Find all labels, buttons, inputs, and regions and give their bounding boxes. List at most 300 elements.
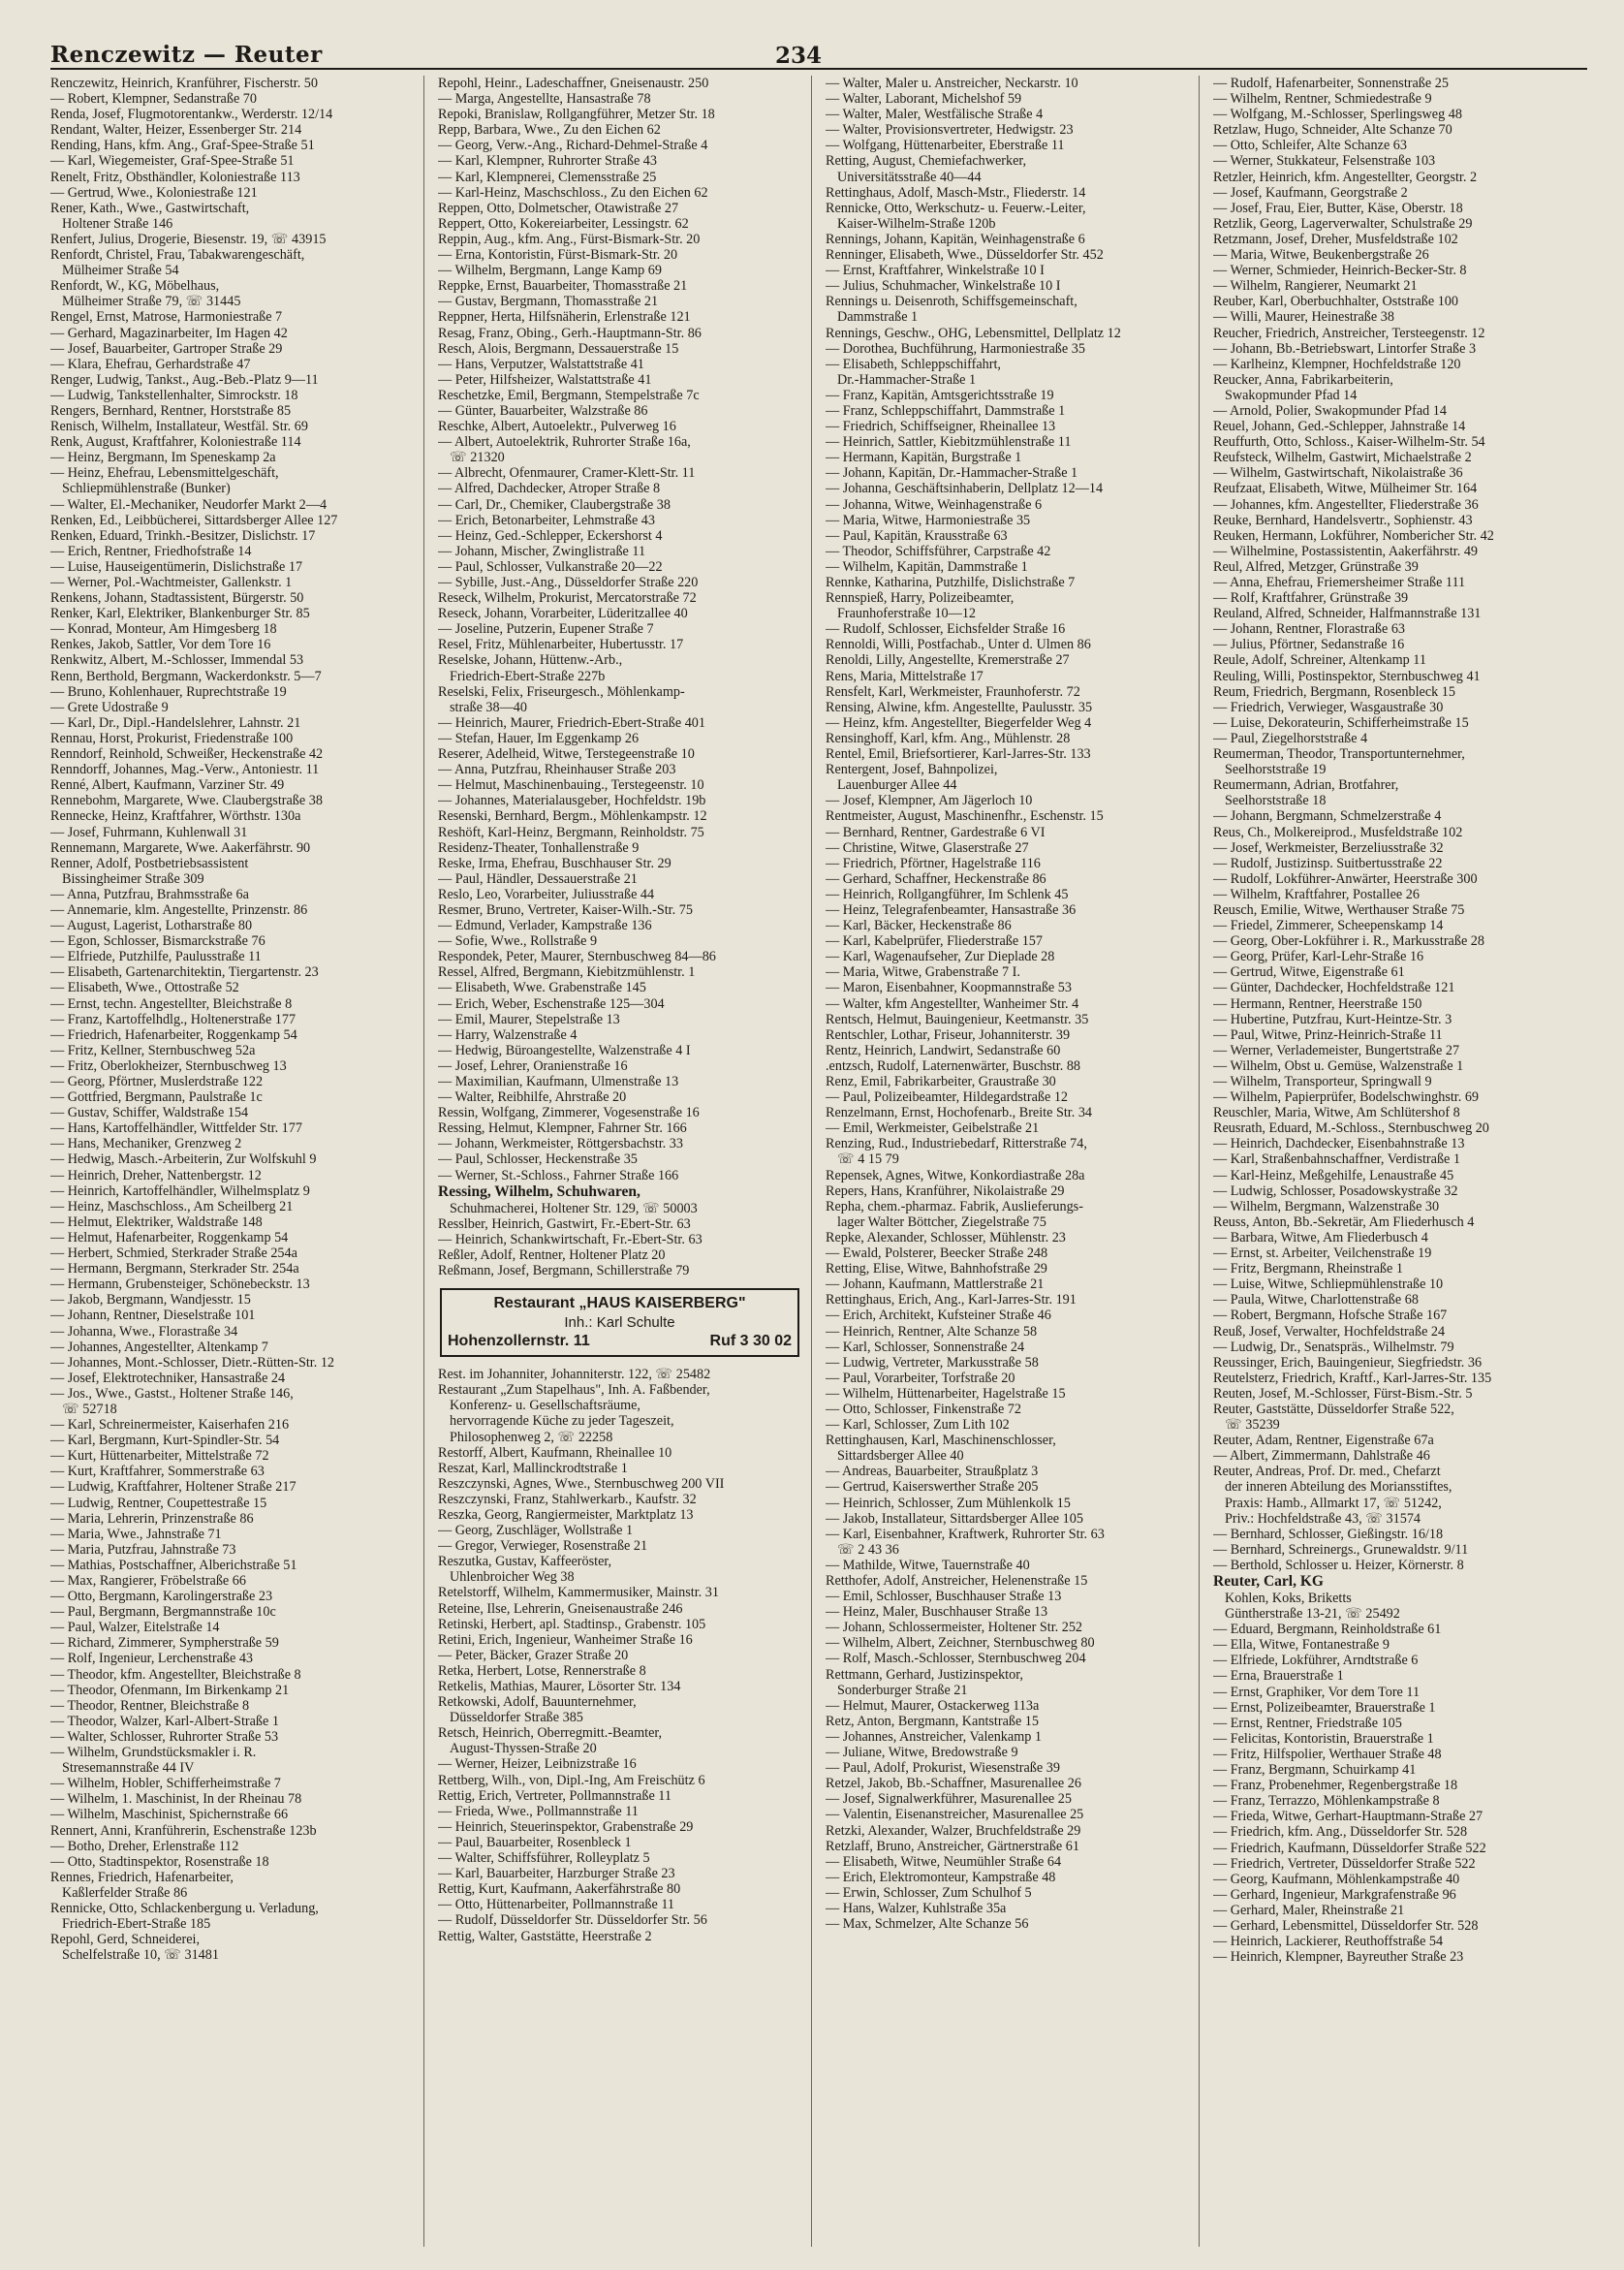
directory-entry: — Johanna, Geschäftsinhaberin, Dellplatz 12—14: [826, 481, 1104, 497]
directory-entry: Rennspieß, Harry, Polizeibeamter,: [826, 590, 1015, 607]
directory-entry: — Stefan, Hauer, Im Eggenkamp 26: [438, 730, 640, 746]
directory-entry: lager Walter Böttcher, Ziegelstraße 75: [837, 1214, 1046, 1230]
directory-entry: Reucher, Friedrich, Anstreicher, Tersteegenstr. 12: [1213, 325, 1485, 341]
directory-entry: Renfordt, Christel, Frau, Tabakwarengeschäft,: [50, 247, 305, 264]
directory-entry: August-Thyssen-Straße 20: [450, 1741, 597, 1757]
directory-entry: Rentmeister, August, Maschinenfhr., Eschenstr. 15: [826, 808, 1104, 825]
directory-entry: Rettig, Kurt, Kaufmann, Aakerfährstraße 80: [438, 1881, 681, 1898]
directory-entry: — Heinz, Maler, Buschhauser Straße 13: [826, 1604, 1048, 1621]
directory-entry: — Ludwig, Tankstellenhalter, Simrockstr. 18: [50, 387, 298, 403]
directory-entry: Retsch, Heinrich, Oberregmitt.-Beamter,: [438, 1725, 663, 1742]
directory-entry: Renelt, Fritz, Obsthändler, Koloniestraße 113: [50, 169, 300, 185]
directory-entry: Rennecke, Heinz, Kraftfahrer, Wörthstr. 130a: [50, 808, 301, 825]
directory-entry: — Paul, Bergmann, Bergmannstraße 10c: [50, 1604, 276, 1621]
directory-entry: Reus, Ch., Molkereiprod., Musfeldstraße 102: [1213, 824, 1463, 840]
directory-entry: Seelhorststraße 19: [1225, 762, 1327, 778]
directory-entry: Fraunhoferstraße 10—12: [837, 606, 977, 622]
directory-entry: — Rolf, Kraftfahrer, Grünstraße 39: [1213, 590, 1409, 607]
directory-entry: — Karl, Schlosser, Zum Lith 102: [826, 1417, 1010, 1434]
directory-entry: — Rudolf, Schlosser, Eichsfelder Straße 16: [826, 621, 1066, 638]
directory-entry: — Klara, Ehefrau, Gerhardstraße 47: [50, 356, 251, 372]
directory-entry: Renczewitz, Heinrich, Kranführer, Fischerstr. 50: [50, 76, 318, 91]
directory-entry: Renkens, Johann, Stadtassistent, Bürgerstr. 50: [50, 590, 304, 607]
directory-entry: Rensing, Alwine, kfm. Angestellte, Paulusstr. 35: [826, 699, 1093, 715]
directory-entry: Renn, Berthold, Bergmann, Wackerdonkstr. 5—7: [50, 668, 322, 684]
directory-entry: — Maria, Wwe., Jahnstraße 71: [50, 1526, 222, 1542]
directory-entry: — Ernst, st. Arbeiter, Veilchenstraße 19: [1213, 1245, 1432, 1262]
directory-entry: Reszczynski, Franz, Stahlwerkarb., Kaufstr. 32: [438, 1491, 697, 1507]
directory-entry: — Johannes, Anstreicher, Valenkamp 1: [826, 1728, 1042, 1745]
directory-entry: Seelhorststraße 18: [1225, 793, 1327, 809]
directory-entry: — Günter, Bauarbeiter, Walzstraße 86: [438, 402, 648, 419]
directory-entry: Retzlaff, Bruno, Anstreicher, Gärtnerstraße 61: [826, 1838, 1079, 1854]
directory-entry: Rentel, Emil, Briefsortierer, Karl-Jarres-Str. 133: [826, 746, 1091, 763]
directory-entry: — Erna, Brauerstraße 1: [1213, 1668, 1344, 1685]
directory-entry: — Carl, Dr., Chemiker, Claubergstraße 38: [438, 496, 671, 513]
directory-entry: — Fritz, Hilfspolier, Werthauer Straße 48: [1213, 1746, 1442, 1762]
directory-entry: — Robert, Klempner, Sedanstraße 70: [50, 91, 257, 108]
directory-entry: — Friedrich, kfm. Ang., Düsseldorfer Str. 528: [1213, 1824, 1468, 1841]
directory-entry: — Hans, Kartoffelhändler, Wittfelder Str. 177: [50, 1120, 302, 1137]
directory-entry: — Karl, Wiegemeister, Graf-Spee-Straße 51: [50, 153, 295, 170]
directory-entry: — Wilhelm, Hobler, Schifferheimstraße 7: [50, 1776, 281, 1792]
directory-entry: Reszka, Georg, Rangiermeister, Marktplatz 13: [438, 1506, 694, 1523]
directory-entry: Respondek, Peter, Maurer, Sternbuschweg 84—86: [438, 949, 716, 965]
directory-entry: Kaiser-Wilhelm-Straße 120b: [837, 215, 996, 232]
directory-entry: Rensfelt, Karl, Werkmeister, Fraunhoferstr. 72: [826, 683, 1080, 700]
directory-entry: Rennebohm, Margarete, Wwe. Claubergstraße 38: [50, 793, 323, 809]
directory-entry: — Sybille, Just.-Ang., Düsseldorfer Straße 220: [438, 575, 699, 590]
directory-entry: ☏ 52718: [62, 1401, 117, 1417]
directory-entry: — Peter, Hilfsheizer, Walstattstraße 41: [438, 371, 652, 388]
directory-entry: Rettmann, Gerhard, Justizinspektor,: [826, 1666, 1023, 1683]
directory-entry: — Rudolf, Hafenarbeiter, Sonnenstraße 25: [1213, 76, 1449, 91]
directory-entry: — Georg, Ober-Lokführer i. R., Markusstraße 28: [1213, 933, 1484, 950]
directory-entry: — Karl, Schlosser, Sonnenstraße 24: [826, 1339, 1025, 1355]
directory-entry: Retthofer, Adolf, Anstreicher, Helenenstraße 15: [826, 1573, 1088, 1589]
directory-entry: der inneren Abteilung des Moriansstiftes,: [1225, 1479, 1452, 1496]
directory-entry: — Karl, Bauarbeiter, Harzburger Straße 23: [438, 1866, 675, 1882]
directory-entry: Retzler, Heinrich, kfm. Angestellter, Georgstr. 2: [1213, 169, 1478, 185]
directory-entry: — Emil, Maurer, Stepelstraße 13: [438, 1011, 620, 1027]
directory-entry: — Max, Rangierer, Fröbelstraße 66: [50, 1573, 246, 1589]
directory-entry: — Rolf, Masch.-Schlosser, Sternbuschweg 204: [826, 1651, 1086, 1667]
directory-entry: — Wilhelm, Obst u. Gemüse, Walzenstraße 1: [1213, 1057, 1464, 1074]
directory-entry: Reske, Irma, Ehefrau, Buschhauser Str. 29: [438, 855, 671, 871]
directory-entry: Resag, Franz, Obing., Gerh.-Hauptmann-Str. 86: [438, 325, 702, 341]
restaurant-advertisement: [440, 1288, 799, 1357]
directory-entry: Renken, Ed., Leibbücherei, Sittardsberger Allee 127: [50, 512, 338, 528]
directory-entry: Reum, Friedrich, Bergmann, Rosenbleck 15: [1213, 683, 1455, 700]
directory-entry: — Ewald, Polsterer, Beecker Straße 248: [826, 1245, 1048, 1262]
directory-entry: — Gustav, Schiffer, Waldstraße 154: [50, 1105, 249, 1121]
directory-entry: — Werner, Stukkateur, Felsenstraße 103: [1213, 153, 1436, 170]
directory-entry: — Paula, Witwe, Charlottenstraße 68: [1213, 1292, 1419, 1308]
directory-entry: Renkwitz, Albert, M.-Schlosser, Immendal 53: [50, 652, 304, 669]
directory-entry: Rener, Kath., Wwe., Gastwirtschaft,: [50, 200, 250, 216]
directory-entry: — Franz, Terrazzo, Möhlenkampstraße 8: [1213, 1793, 1440, 1810]
directory-entry: — Felicitas, Kontoristin, Brauerstraße 1: [1213, 1730, 1434, 1747]
directory-entry: Resel, Fritz, Mühlenarbeiter, Hubertusstr. 17: [438, 637, 684, 653]
directory-entry: Reppin, Aug., kfm. Ang., Fürst-Bismark-Str. 20: [438, 231, 701, 247]
directory-entry: Philosophenweg 2, ☏ 22258: [450, 1429, 613, 1445]
directory-entry: Retzki, Alexander, Walzer, Bruchfeldstraße 29: [826, 1822, 1081, 1839]
directory-entry: — Heinrich, Dreher, Nattenbergstr. 12: [50, 1167, 262, 1183]
directory-entry: — Gerhard, Lebensmittel, Düsseldorfer Str. 528: [1213, 1917, 1479, 1934]
directory-entry: — Hermann, Rentner, Heerstraße 150: [1213, 995, 1422, 1012]
directory-entry: Retkelis, Mathias, Maurer, Lösorter Str. 134: [438, 1679, 681, 1694]
directory-entry: — Friedrich, Hafenarbeiter, Roggenkamp 54: [50, 1026, 297, 1043]
directory-entry: — Luise, Dekorateurin, Schifferheimstraße 15: [1213, 714, 1469, 731]
directory-entry: — Friedrich, Kaufmann, Düsseldorfer Straße 522: [1213, 1840, 1486, 1856]
directory-entry: — Emil, Schlosser, Buschhauser Straße 13: [826, 1589, 1062, 1605]
directory-entry: — Fritz, Bergmann, Rheinstraße 1: [1213, 1261, 1403, 1277]
directory-entry: — Arnold, Polier, Swakopmunder Pfad 14: [1213, 402, 1447, 419]
directory-entry: — Walter, Maler, Westfälische Straße 4: [826, 107, 1044, 123]
directory-entry: — Annemarie, klm. Angestellte, Prinzenstr. 86: [50, 901, 308, 918]
directory-entry: Repoki, Branislaw, Rollgangführer, Metzer Str. 18: [438, 107, 715, 123]
directory-entry: — Werner, Pol.-Wachtmeister, Gallenkstr. 1: [50, 575, 293, 590]
directory-entry: — Maria, Witwe, Beukenbergstraße 26: [1213, 247, 1429, 264]
directory-entry: — Johannes, Materialausgeber, Hochfeldstr. 19b: [438, 793, 706, 809]
directory-entry: Reßmann, Josef, Bergmann, Schillerstraße 79: [438, 1263, 690, 1279]
directory-entry: Reuschler, Maria, Witwe, Am Schlütershof 8: [1213, 1105, 1460, 1121]
directory-entry: Ressel, Alfred, Bergmann, Kiebitzmühlenstr. 1: [438, 964, 696, 981]
directory-entry: Rentz, Heinrich, Landwirt, Sedanstraße 60: [826, 1042, 1061, 1058]
directory-entry: — Johann, Werkmeister, Röttgersbachstr. 33: [438, 1136, 683, 1152]
directory-entry: — Wolfgang, Hüttenarbeiter, Eberstraße 11: [826, 138, 1065, 154]
directory-entry: — Gerhard, Ingenieur, Markgrafenstraße 96: [1213, 1886, 1456, 1903]
directory-entry: — Werner, Verlademeister, Bungertstraße 27: [1213, 1042, 1460, 1058]
directory-entry: — Otto, Bergmann, Karolingerstraße 23: [50, 1589, 273, 1605]
directory-entry: — Otto, Stadtinspektor, Rosenstraße 18: [50, 1853, 269, 1870]
directory-entry: .entzsch, Rudolf, Laternenwärter, Buschstr. 88: [826, 1057, 1081, 1074]
directory-entry: Reselske, Johann, Hüttenw.-Arb.,: [438, 652, 623, 669]
directory-entry: Retinski, Herbert, apl. Stadtinsp., Grabenstr. 105: [438, 1616, 706, 1632]
directory-entry: — Frieda, Witwe, Gerhart-Hauptmann-Straße 27: [1213, 1809, 1483, 1825]
directory-entry: Reszczynski, Agnes, Wwe., Sternbuschweg 200 VII: [438, 1475, 725, 1492]
directory-entry: — Hermann, Kapitän, Burgstraße 1: [826, 450, 1022, 466]
directory-entry: Reuß, Josef, Verwalter, Hochfeldstraße 24: [1213, 1323, 1446, 1340]
running-head: Renczewitz — Reuter: [50, 42, 323, 68]
directory-entry: — Heinz, Ged.-Schlepper, Eckershorst 4: [438, 527, 663, 544]
directory-entry: — Wilhelm, Albert, Zeichner, Sternbuschweg 80: [826, 1635, 1095, 1652]
directory-entry: — Johann, Mischer, Zwinglistraße 11: [438, 543, 646, 559]
directory-entry: — Johanna, Wwe., Florastraße 34: [50, 1323, 238, 1340]
directory-entry: Renndorff, Johannes, Mag.-Verw., Antoniestr. 11: [50, 762, 320, 778]
directory-entry: — Wilhelm, Bergmann, Lange Kamp 69: [438, 263, 662, 279]
directory-entry: Retini, Erich, Ingenieur, Wanheimer Straße 16: [438, 1631, 693, 1648]
directory-entry: Reuken, Hermann, Lokführer, Nombericher Str. 42: [1213, 527, 1494, 544]
directory-entry: — Christine, Witwe, Glaserstraße 27: [826, 839, 1029, 856]
directory-entry: — Wilhelm, Rentner, Schmiedestraße 9: [1213, 91, 1432, 108]
directory-entry: — Rudolf, Düsseldorfer Str. Düsseldorfer Str. 56: [438, 1912, 707, 1929]
directory-entry: Reshöft, Karl-Heinz, Bergmann, Reinholdstr. 75: [438, 824, 704, 840]
directory-entry: Renisch, Wilhelm, Installateur, Westfäl. Str. 69: [50, 419, 308, 435]
directory-entry: Renfordt, W., KG, Möbelhaus,: [50, 278, 220, 295]
directory-entry: Friedrich-Ebert-Straße 185: [62, 1916, 211, 1933]
directory-entry: Rengers, Bernhard, Rentner, Horststraße 85: [50, 402, 292, 419]
directory-entry: — Franz, Bergmann, Schuirkamp 41: [1213, 1762, 1417, 1779]
directory-entry: — Johannes, kfm. Angestellter, Fliederstraße 36: [1213, 496, 1479, 513]
directory-entry: — Friedrich, Schiffseigner, Rheinallee 13: [826, 419, 1056, 435]
directory-entry: — Paul, Bauarbeiter, Rosenbleck 1: [438, 1834, 632, 1850]
directory-entry: Rensinghoff, Karl, kfm. Ang., Mühlenstr. 28: [826, 730, 1071, 746]
directory-entry: — Walter, Reibhilfe, Ahrstraße 20: [438, 1089, 627, 1106]
directory-entry: Rentergent, Josef, Bahnpolizei,: [826, 762, 998, 778]
directory-entry: — Johann, Bb.-Betriebswart, Lintorfer Straße 3: [1213, 340, 1477, 357]
directory-entry: — Hans, Walzer, Kuhlstraße 35a: [826, 1900, 1007, 1916]
directory-entry: — Bernhard, Rentner, Gardestraße 6 VI: [826, 824, 1046, 840]
directory-entry: Kohlen, Koks, Briketts: [1225, 1591, 1352, 1606]
directory-entry: — Fritz, Oberlokheizer, Sternbuschweg 13: [50, 1057, 287, 1074]
directory-entry: Rentschler, Lothar, Friseur, Johanniterstr. 39: [826, 1026, 1071, 1043]
directory-entry: Rennings, Geschw., OHG, Lebensmittel, Dellplatz 12: [826, 325, 1121, 341]
directory-entry: — Gertrud, Wwe., Koloniestraße 121: [50, 184, 258, 201]
directory-entry: Renné, Albert, Kaufmann, Varziner Str. 49: [50, 777, 285, 794]
directory-entry: — Georg, Kaufmann, Möhlenkampstraße 40: [1213, 1871, 1460, 1887]
directory-entry: — Johann, Rentner, Florastraße 63: [1213, 621, 1406, 638]
directory-entry: — Wilhelm, Transporteur, Springwall 9: [1213, 1074, 1432, 1089]
directory-entry: — Bernhard, Schreinergs., Grunewaldstr. 9/11: [1213, 1541, 1469, 1558]
directory-entry: — Erich, Weber, Eschenstraße 125—304: [438, 995, 665, 1012]
directory-entry: Restorff, Albert, Kaufmann, Rheinallee 10: [438, 1444, 672, 1461]
directory-entry: — Gustav, Bergmann, Thomasstraße 21: [438, 294, 659, 310]
directory-entry: — Erich, Betonarbeiter, Lehmstraße 43: [438, 512, 655, 528]
directory-entry: Reule, Adolf, Schreiner, Altenkamp 11: [1213, 652, 1426, 669]
directory-entry: — Gerhard, Maler, Rheinstraße 21: [1213, 1902, 1405, 1918]
directory-entry: Reppen, Otto, Dolmetscher, Otawistraße 27: [438, 200, 679, 216]
directory-entry: — Ludwig, Dr., Senatspräs., Wilhelmstr. 79: [1213, 1339, 1454, 1355]
directory-entry: — Paul, Polizeibeamter, Hildegardstraße 12: [826, 1089, 1069, 1106]
directory-entry: Güntherstraße 13-21, ☏ 25492: [1225, 1606, 1400, 1623]
directory-entry: — Karl, Eisenbahner, Kraftwerk, Ruhrorter Str. 63: [826, 1526, 1105, 1542]
directory-entry: Reselski, Felix, Friseurgesch., Möhlenkamp-: [438, 683, 685, 700]
directory-entry: Reseck, Johann, Vorarbeiter, Lüderitzallee 40: [438, 606, 688, 622]
directory-entry: Sonderburger Straße 21: [837, 1682, 968, 1698]
directory-entry: — Werner, Schmieder, Heinrich-Becker-Str. 8: [1213, 263, 1467, 279]
directory-entry: — Anna, Ehefrau, Friemersheimer Straße 111: [1213, 575, 1466, 590]
directory-entry: — Johann, Kapitän, Dr.-Hammacher-Straße 1: [826, 465, 1078, 482]
directory-entry: Retzmann, Josef, Dreher, Musfeldstraße 102: [1213, 231, 1458, 247]
directory-entry: — Erna, Kontoristin, Fürst-Bismark-Str. 20: [438, 247, 678, 264]
directory-entry: Schuhmacherei, Holtener Str. 129, ☏ 50003: [450, 1200, 698, 1216]
directory-entry: — Willi, Maurer, Heinestraße 38: [1213, 309, 1394, 326]
directory-entry: — Georg, Prüfer, Karl-Lehr-Straße 16: [1213, 949, 1424, 965]
directory-entry: ☏ 35239: [1225, 1417, 1280, 1434]
directory-entry: Repohl, Gerd, Schneiderei,: [50, 1932, 201, 1948]
directory-entry: — Paul, Kapitän, Krausstraße 63: [826, 527, 1008, 544]
directory-entry: — Franz, Schleppschiffahrt, Dammstraße 1: [826, 402, 1066, 419]
directory-entry: — Werner, Heizer, Leibnizstraße 16: [438, 1756, 637, 1773]
directory-entry: — Anna, Putzfrau, Rheinhauser Straße 203: [438, 762, 676, 778]
directory-entry: — Hubertine, Putzfrau, Kurt-Heintze-Str. 3: [1213, 1011, 1452, 1027]
directory-entry: — Wilhelm, Kraftfahrer, Postallee 26: [1213, 886, 1420, 902]
directory-entry: Reszat, Karl, Mallinckrodtstraße 1: [438, 1460, 628, 1476]
directory-entry: Priv.: Hochfeldstraße 43, ☏ 31574: [1225, 1510, 1421, 1527]
directory-entry: — Paul, Ziegelhorststraße 4: [1213, 730, 1368, 746]
directory-entry: — Heinrich, Steuerinspektor, Grabenstraße 29: [438, 1818, 694, 1835]
directory-entry: — Erich, Rentner, Friedhofstraße 14: [50, 543, 252, 559]
directory-entry: — Walter, kfm Angestellter, Wanheimer Str. 4: [826, 995, 1079, 1012]
directory-entry: — Heinrich, Rentner, Alte Schanze 58: [826, 1323, 1038, 1340]
directory-entry: Retzlik, Georg, Lagerverwalter, Schulstraße 29: [1213, 215, 1473, 232]
directory-entry: — Franz, Kapitän, Amtsgerichtsstraße 19: [826, 387, 1054, 403]
directory-entry: — Heinz, kfm. Angestellter, Biegerfelder Weg 4: [826, 714, 1092, 731]
directory-entry: — Karl, Bäcker, Heckenstraße 86: [826, 918, 1012, 934]
directory-entry: Reserer, Adelheid, Witwe, Terstegeenstraße 10: [438, 746, 695, 763]
directory-entry: — Helmut, Maschinenbauing., Terstegeenstr. 10: [438, 777, 704, 794]
directory-entry: — Peter, Bäcker, Grazer Straße 20: [438, 1647, 629, 1663]
directory-entry: Reusch, Emilie, Witwe, Werthauser Straße 75: [1213, 901, 1465, 918]
directory-entry: — Julius, Pförtner, Sedanstraße 16: [1213, 637, 1405, 653]
directory-entry: Praxis: Hamb., Allmarkt 17, ☏ 51242,: [1225, 1495, 1442, 1511]
directory-entry: Mülheimer Straße 79, ☏ 31445: [62, 294, 241, 310]
directory-entry: Rennings, Johann, Kapitän, Weinhagenstraße 6: [826, 231, 1085, 247]
directory-entry: Konferenz- u. Gesellschaftsräume,: [450, 1398, 640, 1414]
directory-entry: — Josef, Signalwerkführer, Masurenallee 25: [826, 1791, 1072, 1808]
directory-entry: Reussinger, Erich, Bauingenieur, Siegfriedstr. 36: [1213, 1354, 1483, 1371]
directory-entry: Retkowski, Adolf, Bauunternehmer,: [438, 1694, 637, 1711]
directory-entry: Reutelsterz, Friedrich, Kraftf., Karl-Jarres-Str. 135: [1213, 1370, 1492, 1386]
directory-entry: Reschke, Albert, Autoelektr., Pulverweg 16: [438, 419, 676, 435]
directory-entry: Rettinghaus, Erich, Ang., Karl-Jarres-Str. 191: [826, 1292, 1077, 1308]
directory-entry: — Josef, Kaufmann, Georgstraße 2: [1213, 184, 1408, 201]
directory-entry: Reufsteck, Wilhelm, Gastwirt, Michaelstraße 2: [1213, 450, 1472, 466]
directory-entry: Reul, Alfred, Metzger, Grünstraße 39: [1213, 558, 1419, 575]
directory-entry: Residenz-Theater, Tonhallenstraße 9: [438, 839, 640, 856]
directory-entry: — Helmut, Elektriker, Waldstraße 148: [50, 1214, 263, 1230]
directory-entry: — Wilhelm, Grundstücksmakler i. R.: [50, 1745, 257, 1761]
directory-entry: — Sofie, Wwe., Rollstraße 9: [438, 933, 598, 950]
directory-entry: — Heinrich, Sattler, Kiebitzmühlenstraße 11: [826, 434, 1072, 451]
directory-entry: — Wilhelmine, Postassistentin, Aakerfährstr. 49: [1213, 543, 1479, 559]
directory-entry: — Maximilian, Kaufmann, Ulmenstraße 13: [438, 1074, 679, 1089]
directory-entry: — Hans, Mechaniker, Grenzweg 2: [50, 1136, 242, 1152]
directory-entry: Reteine, Ilse, Lehrerin, Gneisenaustraße 246: [438, 1600, 683, 1617]
directory-entry: Retz, Anton, Bergmann, Kantstraße 15: [826, 1713, 1039, 1729]
directory-entry: — Heinrich, Lackierer, Reuthoffstraße 54: [1213, 1934, 1444, 1950]
directory-entry: Rennke, Katharina, Putzhilfe, Dislichstraße 7: [826, 575, 1076, 590]
directory-entry: Rettberg, Wilh., von, Dipl.-Ing, Am Freischütz 6: [438, 1772, 705, 1788]
directory-entry: — Robert, Bergmann, Hofsche Straße 167: [1213, 1308, 1448, 1324]
directory-entry: — Fritz, Kellner, Sternbuschweg 52a: [50, 1042, 256, 1058]
directory-entry: — Theodor, kfm. Angestellter, Bleichstraße 8: [50, 1666, 301, 1683]
directory-entry: Renzelmann, Ernst, Hochofenarb., Breite Str. 34: [826, 1105, 1093, 1121]
column-3: [826, 76, 1200, 2247]
directory-entry: — Walter, Maler u. Anstreicher, Neckarstr. 10: [826, 76, 1078, 91]
directory-entry: — Emil, Werkmeister, Geibelstraße 21: [826, 1120, 1040, 1137]
directory-entry: — Johannes, Angestellter, Altenkamp 7: [50, 1339, 268, 1355]
directory-entry: Repers, Hans, Kranführer, Nikolaistraße 29: [826, 1182, 1065, 1199]
directory-entry: — Erwin, Schlosser, Zum Schulhof 5: [826, 1884, 1032, 1901]
directory-entry: — Wilhelm, Gastwirtschaft, Nikolaistraße 36: [1213, 465, 1463, 482]
directory-entry: — Karl, Bergmann, Kurt-Spindler-Str. 54: [50, 1433, 280, 1449]
directory-entry: — Heinz, Bergmann, Im Speneskamp 2a: [50, 450, 276, 466]
directory-entry: Reusrath, Eduard, M.-Schloss., Sternbuschweg 20: [1213, 1120, 1489, 1137]
column-4: [1213, 76, 1587, 2247]
directory-entry: — Gregor, Verwieger, Rosenstraße 21: [438, 1538, 648, 1555]
directory-entry: Renninger, Elisabeth, Wwe., Düsseldorfer Str. 452: [826, 247, 1104, 264]
directory-entry: — Wilhelm, Rangierer, Neumarkt 21: [1213, 278, 1418, 295]
directory-entry: Reuffurth, Otto, Schloss., Kaiser-Wilhelm-Str. 54: [1213, 434, 1485, 451]
directory-entry: Uhlenbroicher Weg 38: [450, 1569, 575, 1586]
directory-entry: Reuter, Adam, Rentner, Eigenstraße 67a: [1213, 1433, 1434, 1449]
directory-entry: Rendant, Walter, Heizer, Essenberger Str. 214: [50, 122, 302, 139]
directory-entry: hervorragende Küche zu jeder Tageszeit,: [450, 1413, 674, 1430]
directory-entry: Reuling, Willi, Postinspektor, Sternbuschweg 41: [1213, 668, 1481, 684]
directory-entry: — Karl, Klempnerei, Clemensstraße 25: [438, 169, 657, 185]
directory-entry: — Werner, St.-Schloss., Fahrner Straße 166: [438, 1167, 679, 1183]
directory-entry: Schliepmühlenstraße (Bunker): [62, 481, 231, 497]
directory-entry: Stresemannstraße 44 IV: [62, 1760, 195, 1777]
directory-entry: — Karl, Wagenaufseher, Zur Dieplade 28: [826, 949, 1055, 965]
directory-entry: Rettig, Erich, Vertreter, Pollmannstraße 11: [438, 1787, 671, 1804]
column-2: [438, 76, 812, 2247]
directory-entry: Retzlaw, Hugo, Schneider, Alte Schanze 70: [1213, 122, 1452, 139]
directory-entry: Rettinghaus, Adolf, Masch-Mstr., Fliederstr. 14: [826, 184, 1086, 201]
directory-entry: — Franz, Probenehmer, Regenbergstraße 18: [1213, 1778, 1458, 1794]
directory-entry: — Hermann, Bergmann, Sterkrader Str. 254a: [50, 1261, 299, 1277]
directory-entry: — Karl, Schreinermeister, Kaiserhafen 216: [50, 1417, 290, 1434]
directory-entry: Reszutka, Gustav, Kaffeeröster,: [438, 1554, 612, 1570]
directory-entry: Dr.-Hammacher-Straße 1: [837, 371, 977, 388]
directory-entry: — Bernhard, Schlosser, Gießingstr. 16/18: [1213, 1526, 1444, 1542]
directory-entry: — Luise, Hauseigentümerin, Dislichstraße 17: [50, 558, 303, 575]
directory-entry: Rest. im Johanniter, Johanniterstr. 122, ☏ 25482: [438, 1367, 711, 1383]
directory-entry: — Erich, Elektromonteur, Kampstraße 48: [826, 1869, 1056, 1885]
directory-entry: — Otto, Schlosser, Finkenstraße 72: [826, 1401, 1021, 1417]
directory-entry: Universitätsstraße 40—44: [837, 169, 982, 185]
directory-entry: — Alfred, Dachdecker, Atroper Straße 8: [438, 481, 661, 497]
directory-entry: — Elisabeth, Witwe, Neumühler Straße 64: [826, 1853, 1062, 1870]
directory-entry: — Julius, Schuhmacher, Winkelstraße 10 I: [826, 278, 1061, 295]
directory-entry: — Walter, El.-Mechaniker, Neudorfer Markt 2—4: [50, 496, 328, 513]
directory-entry: Rens, Maria, Mittelstraße 17: [826, 668, 984, 684]
directory-entry: Rennau, Horst, Prokurist, Friedenstraße 100: [50, 730, 294, 746]
column-1: [50, 76, 424, 2247]
directory-entry: — Marga, Angestellte, Hansastraße 78: [438, 91, 651, 108]
directory-entry: — Paul, Adolf, Prokurist, Wiesenstraße 39: [826, 1760, 1060, 1777]
directory-entry: Dammstraße 1: [837, 309, 919, 326]
directory-entry: ☏ 21320: [450, 450, 505, 466]
directory-entry: Renz, Emil, Fabrikarbeiter, Graustraße 30: [826, 1074, 1056, 1089]
directory-entry: — Hans, Verputzer, Walstattstraße 41: [438, 356, 644, 372]
directory-entry: Reumerman, Theodor, Transportunternehmer,: [1213, 746, 1465, 763]
directory-entry: — Jakob, Bergmann, Wandjesstr. 15: [50, 1292, 251, 1308]
directory-entry: Reuke, Bernhard, Handelsvertr., Sophienstr. 43: [1213, 512, 1473, 528]
directory-entry: Reuter, Carl, KG: [1213, 1573, 1324, 1590]
directory-entry: — Andreas, Bauarbeiter, Straußplatz 3: [826, 1464, 1039, 1480]
directory-entry: Repohl, Heinr., Ladeschaffner, Gneisenaustr. 250: [438, 76, 709, 91]
directory-entry: Reppert, Otto, Kokereiarbeiter, Lessingstr. 62: [438, 215, 689, 232]
directory-entry: — Karl-Heinz, Maschschloss., Zu den Eichen 62: [438, 184, 708, 201]
directory-entry: — Paul, Schlosser, Heckenstraße 35: [438, 1151, 638, 1168]
directory-entry: — Heinrich, Klempner, Bayreuther Straße 23: [1213, 1949, 1464, 1966]
directory-entry: — Wilhelm, Papierprüfer, Bodelschwinghstr. 69: [1213, 1089, 1480, 1106]
directory-entry: Retelstorff, Wilhelm, Kammermusiker, Mainstr. 31: [438, 1585, 719, 1601]
directory-entry: — Josef, Fuhrmann, Kuhlenwall 31: [50, 824, 248, 840]
directory-entry: — Karlheinz, Klempner, Hochfeldstraße 120: [1213, 356, 1461, 372]
directory-entry: — Richard, Zimmerer, Sympherstraße 59: [50, 1635, 279, 1652]
directory-entry: Rennings u. Deisenroth, Schiffsgemeinschaft,: [826, 294, 1077, 310]
directory-entry: — Paul, Händler, Dessauerstraße 21: [438, 870, 638, 887]
directory-entry: — Theodor, Walzer, Karl-Albert-Straße 1: [50, 1713, 279, 1729]
directory-entry: — Maria, Lehrerin, Prinzenstraße 86: [50, 1510, 254, 1527]
directory-entry: — Heinrich, Schankwirtschaft, Fr.-Ebert-Str. 63: [438, 1231, 703, 1247]
directory-entry: — Max, Schmelzer, Alte Schanze 56: [826, 1916, 1029, 1933]
directory-entry: Friedrich-Ebert-Straße 227b: [450, 668, 606, 684]
